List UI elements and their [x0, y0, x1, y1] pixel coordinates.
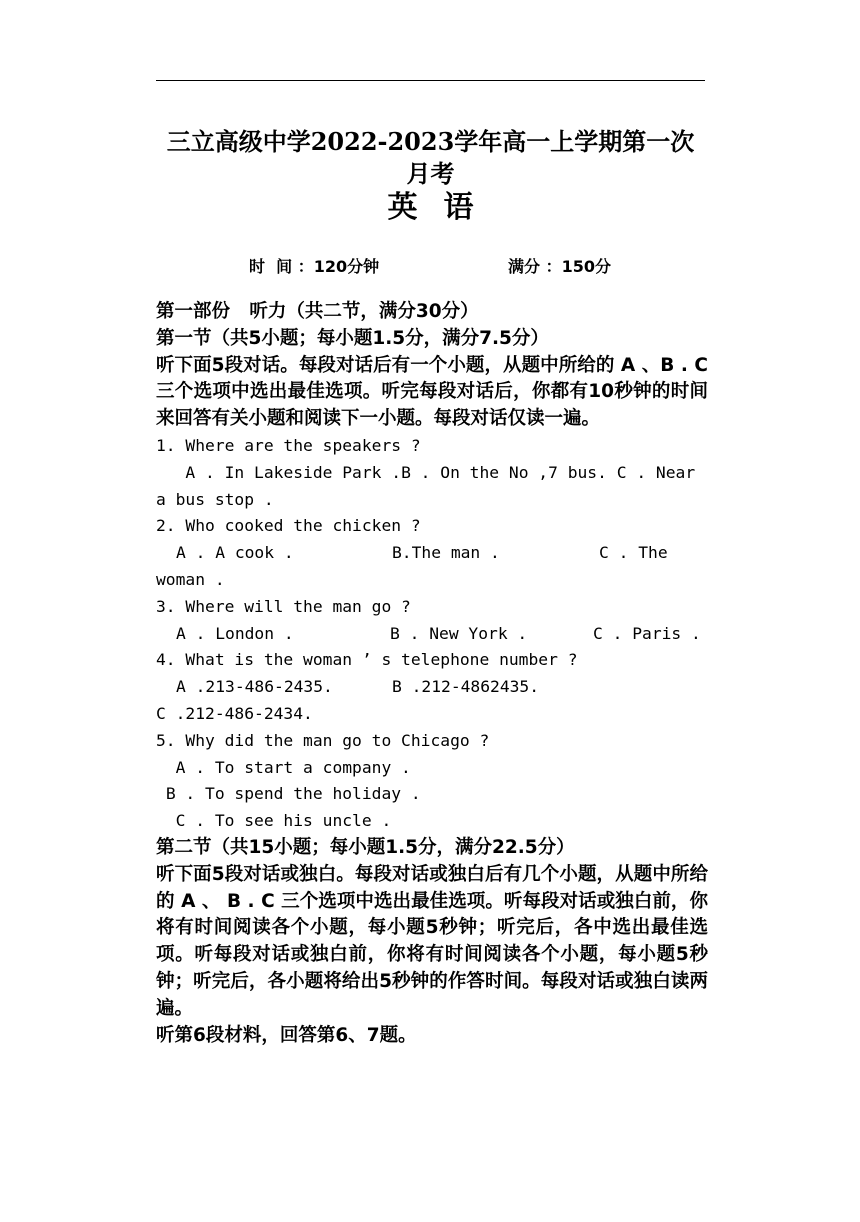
section2-instructions: 听下面5段对话或独白。每段对话或独白后有几个小题，从题中所给的 A 、 B . C 三个选项中选出最佳选项。听每段对话或独白前，你将有时间阅读各个小题，每小题5秒钟；听完后，各中选出最佳选项。听每段对话或独白前，你将有时间阅读各个小题，每小题5秒钟；听完后，各小题将给出5秒钟的作答时间。每段对话或独白读两遍。: [156, 863, 708, 1019]
question-3-option-c: C . Paris .: [593, 623, 701, 643]
exam-content: [156, 299, 715, 1049]
question-3-option-a: A . London .: [176, 623, 294, 643]
question-2-option-c: C . The: [599, 543, 668, 563]
material-6-prompt: 听第6段材料，回答第6、7题。: [156, 1024, 417, 1046]
question-2-option-a: A . A cook .: [176, 543, 294, 563]
question-5-stem: 5. Why did the man go to Chicago ?: [156, 730, 490, 750]
section1-heading: 第一节（共5小题；每小题1.5分，满分7.5分）: [156, 327, 549, 349]
question-2-option-b: B.The man .: [392, 543, 500, 563]
subject-title: 英语: [387, 190, 500, 225]
question-5-option-a: A . To start a company .: [156, 757, 411, 777]
question-3-options: [156, 621, 708, 648]
question-4-stem: 4. What is the woman ’ s telephone number ?: [156, 650, 578, 670]
question-2-stem: 2. Who cooked the chicken ?: [156, 516, 421, 536]
section2-heading: 第二节（共15小题；每小题1.5分，满分22.5分）: [156, 836, 575, 858]
question-2-option-c-wrap: woman .: [156, 569, 225, 589]
question-1-options-line-1: A . In Lakeside Park .B . On the No ,7 bus. C . Near: [156, 462, 696, 482]
question-3-stem: 3. Where will the man go ?: [156, 596, 411, 616]
question-1-stem: 1. Where are the speakers ?: [156, 435, 421, 455]
exam-time: 时 间 ：120分钟: [249, 257, 380, 276]
question-1-options-line-2: a bus stop .: [156, 489, 274, 509]
header-rule: [156, 80, 705, 81]
question-4-options: [156, 674, 708, 701]
question-4-option-a: A .213-486-2435.: [176, 677, 333, 697]
exam-full-score: 满分 ：150分: [508, 257, 611, 276]
question-5-option-b: B . To spend the holiday .: [156, 784, 421, 804]
question-2-options: [156, 540, 708, 567]
exam-title: 三立高级中学2022-2023学年高一上学期第一次月考: [166, 127, 695, 188]
question-4-option-c: C .212-486-2434.: [156, 703, 313, 723]
part1-heading: 第一部份 听力（共二节，满分30分）: [156, 301, 479, 322]
question-5-option-c: C . To see his uncle .: [156, 811, 392, 831]
question-3-option-b: B . New York .: [390, 623, 528, 643]
question-4-option-b: B .212-4862435.: [392, 677, 540, 697]
section1-instructions: 听下面5段对话。每段对话后有一个小题，从题中所给的 A 、B . C 三个选项中选出最佳选项。听完每段对话后，你都有10秒钟的时间来回答有关小题和阅读下一小题。每段对话仅读一遍。: [156, 354, 715, 430]
